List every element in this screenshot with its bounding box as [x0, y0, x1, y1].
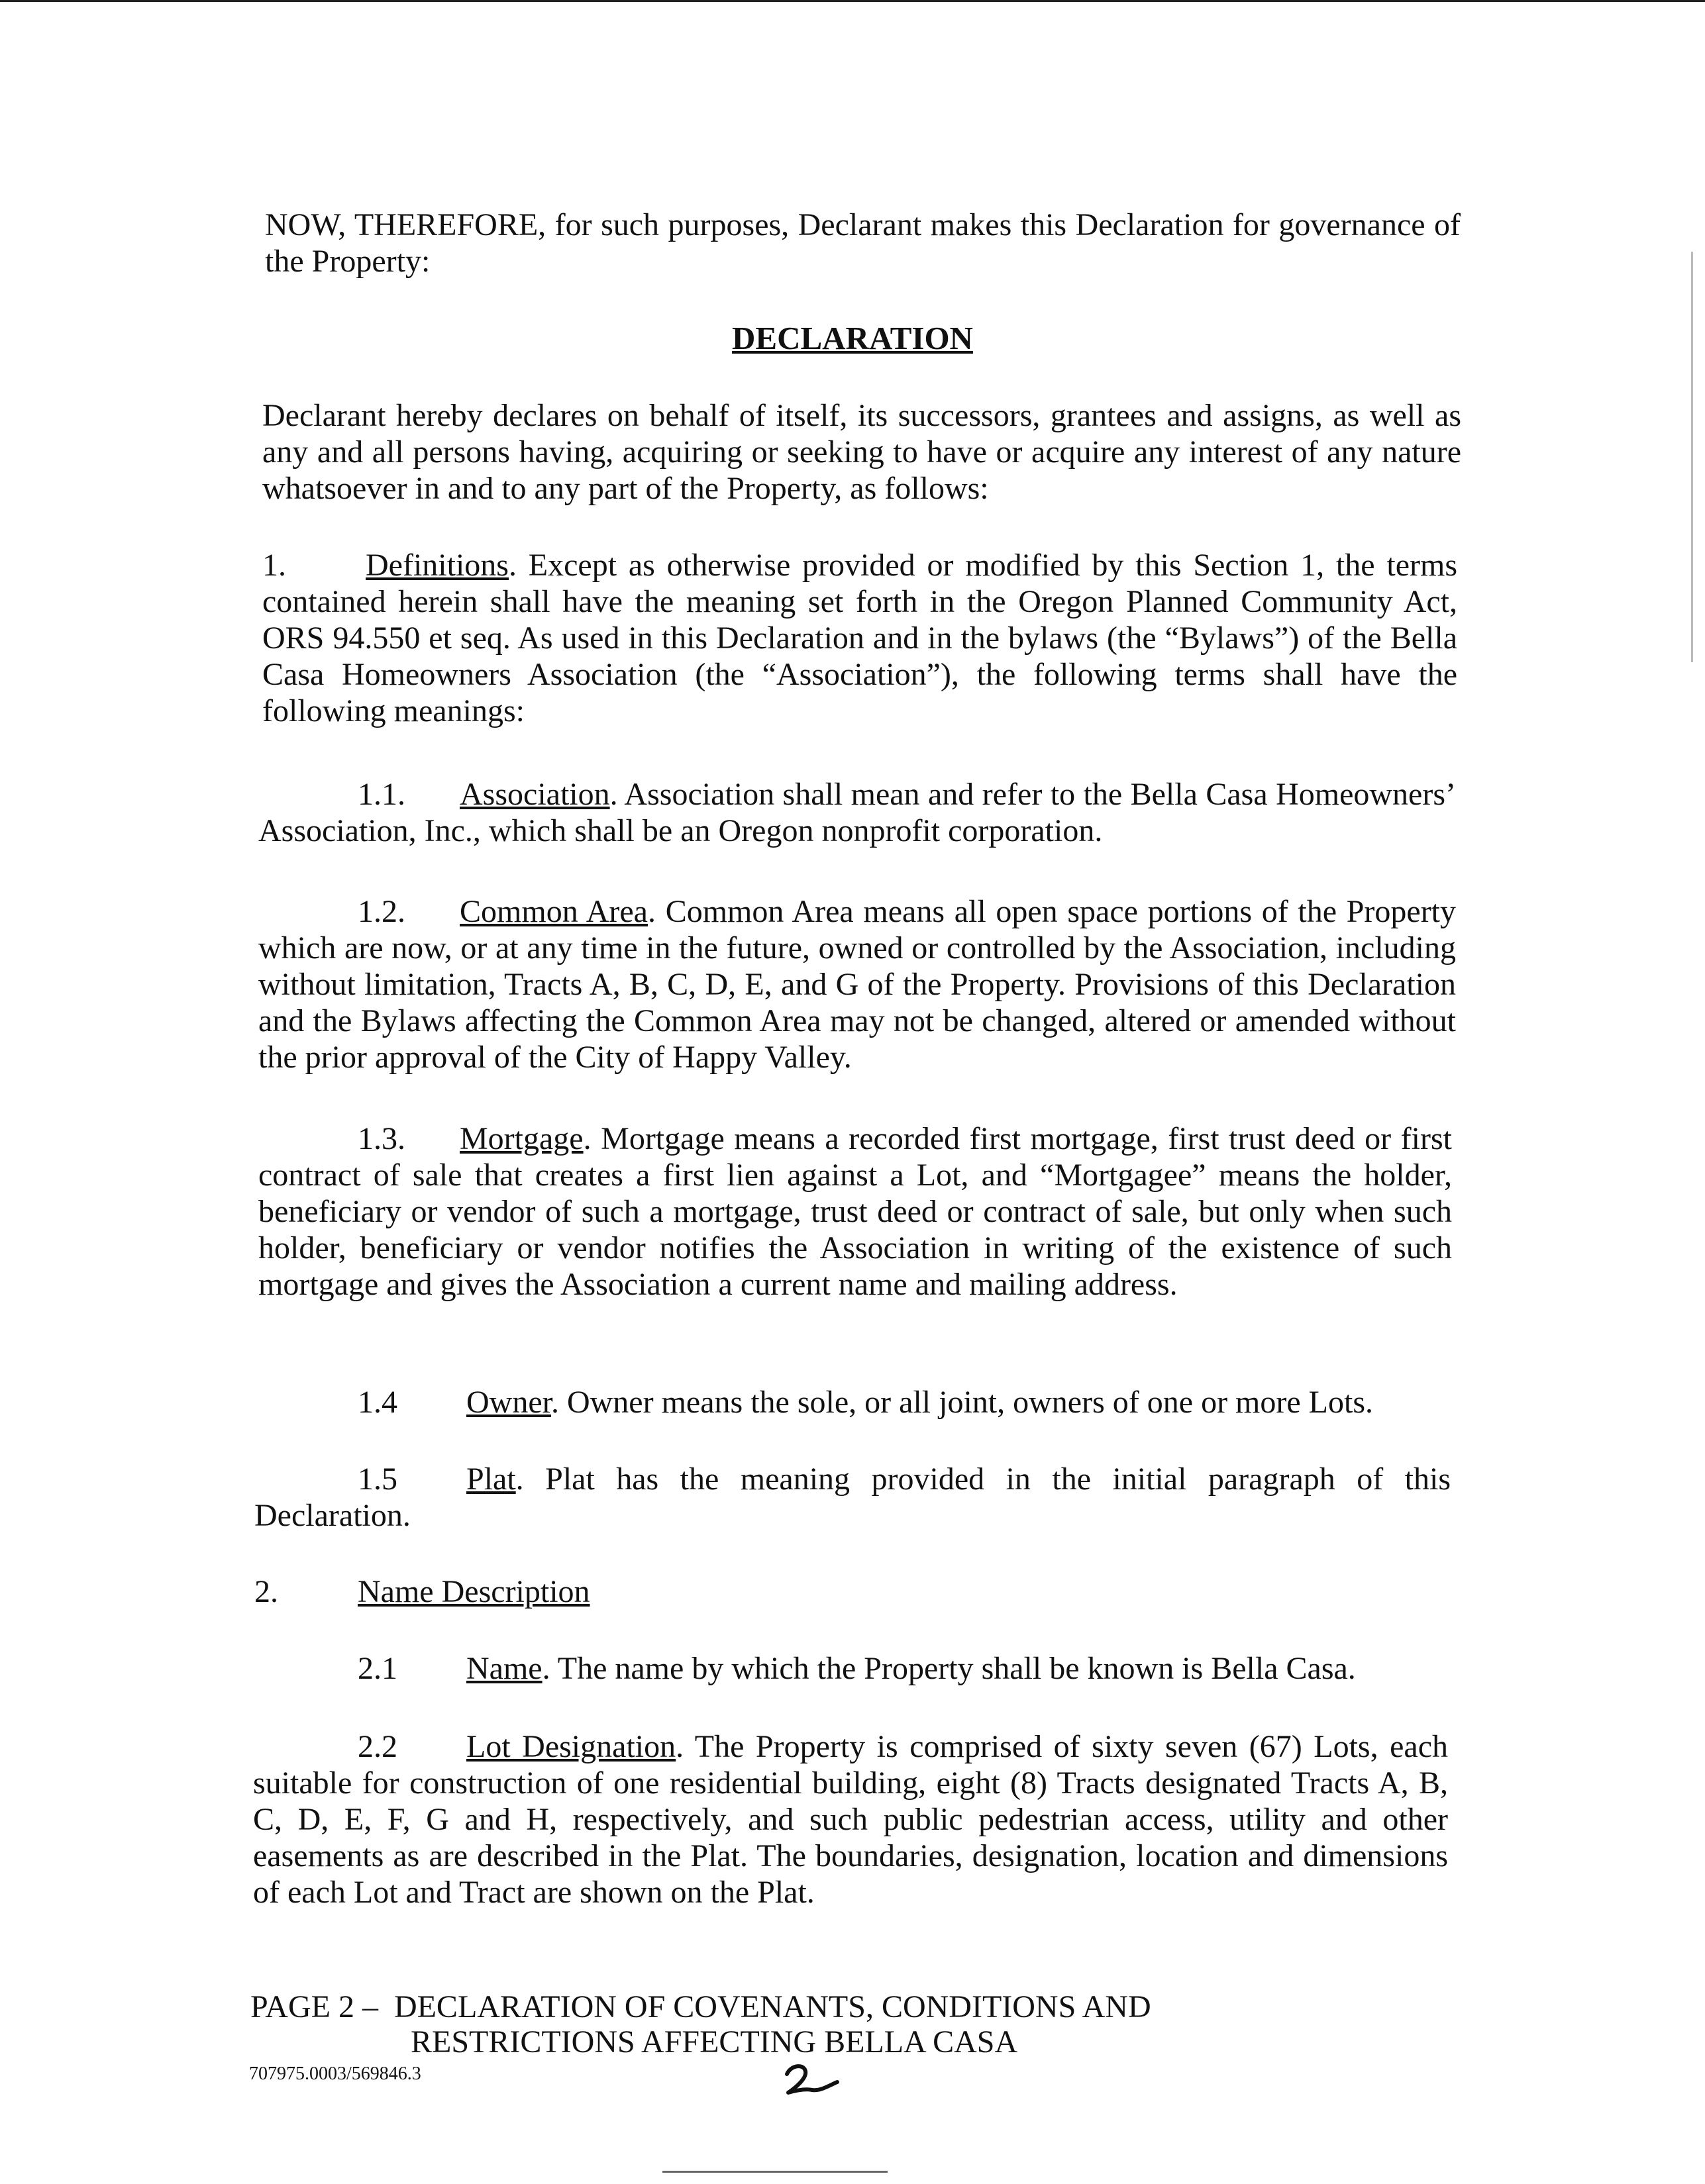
subsection-number: 1.1.	[358, 777, 405, 812]
subsection-2-1	[358, 1650, 1471, 1687]
subsection-text: . The Property is comprised of sixty seven (67) Lots, each suitable for construction of one residential building, eight (8) Tracts designated Tracts A, B, C, D, E, F, G and H, respectively, and such public pedestrian access, utility and other easements as are described in the Plat. The boundaries, designation, location and dimensions of each Lot and Tract are shown on the Plat.	[253, 1729, 1448, 1910]
subsection-2-2	[253, 1728, 1448, 1911]
subsection-1-2	[258, 893, 1456, 1075]
section-number: 1.	[262, 548, 286, 583]
handwritten-page-number	[782, 2061, 841, 2101]
section-2	[254, 1573, 1182, 1610]
subsection-title: Lot Designation	[466, 1729, 676, 1764]
subsection-text: . Plat has the meaning provided in the initial paragraph of this Declaration.	[254, 1462, 1451, 1533]
subsection-number: 1.4	[358, 1385, 397, 1420]
subsection-text: . Association shall mean and refer to the Bella Casa Homeowners’ Association, Inc., which shall be an Oregon nonprofit corporation.	[258, 777, 1456, 848]
declaration-paragraph: Declarant hereby declares on behalf of itself, its successors, grantees and assigns, as well as any and all persons having, acquiring or seeking to have or acquire any interest of any nature whatsoever in and to any part of the Property, as follows:	[262, 398, 1461, 506]
scan-edge-right	[1691, 252, 1693, 662]
subsection-title: Owner	[466, 1385, 551, 1420]
scan-edge-top	[0, 0, 1705, 2]
subsection-number: 1.3.	[358, 1121, 405, 1156]
footer-doc-code: 707975.0003/569846.3	[249, 2063, 421, 2084]
subsection-title: Name	[466, 1651, 542, 1686]
footer-title-line-2: RESTRICTIONS AFFECTING BELLA CASA	[411, 2024, 1018, 2060]
subsection-1-5	[254, 1461, 1451, 1534]
subsection-1-3	[258, 1120, 1452, 1303]
subsection-number: 2.1	[358, 1651, 397, 1686]
declaration-heading: DECLARATION	[732, 320, 973, 356]
subsection-number: 1.5	[358, 1462, 397, 1497]
subsection-1-4	[358, 1384, 1471, 1420]
intro-paragraph: NOW, THEREFORE, for such purposes, Declarant makes this Declaration for governance of the Property:	[265, 207, 1461, 279]
subsection-1-1	[258, 776, 1456, 849]
section-1	[262, 547, 1457, 729]
footer-title-line-1: DECLARATION OF COVENANTS, CONDITIONS AND	[393, 1989, 1151, 2024]
footer-page-label: PAGE 2 –	[250, 1989, 378, 2024]
footer-line-1	[250, 1990, 1151, 2024]
subsection-title: Association	[460, 777, 610, 812]
subsection-title: Plat	[466, 1462, 516, 1497]
section-text: . Except as otherwise provided or modified by this Section 1, the terms contained herein shall have the meaning set forth in the Oregon Planned Community Act, ORS 94.550 et seq. As used in this Declaration and in the bylaws (the “Bylaws”) of the Bella Casa Homeowners Association (the “Association”), the following terms shall have the following meanings:	[262, 548, 1457, 728]
subsection-text: . Mortgage means a recorded first mortgage, first trust deed or first contract of sale that creates a first lien against a Lot, and “Mortgagee” means the holder, beneficiary or vendor of such a mortgage, trust deed or contract of sale, but only when such holder, beneficiary or vendor notifies the Association in writing of the existence of such mortgage and gives the Association a current name and mailing address.	[258, 1121, 1452, 1302]
section-number: 2.	[254, 1574, 278, 1609]
subsection-text: . The name by which the Property shall be known is Bella Casa.	[542, 1651, 1356, 1686]
section-title: Name Description	[358, 1574, 590, 1609]
scan-edge-bottom	[662, 2171, 888, 2173]
section-title: Definitions	[366, 548, 509, 583]
subsection-title: Mortgage	[460, 1121, 584, 1156]
subsection-text: . Owner means the sole, or all joint, owners of one or more Lots.	[550, 1385, 1374, 1420]
subsection-number: 2.2	[358, 1729, 397, 1764]
subsection-number: 1.2.	[358, 894, 405, 929]
subsection-text: . Common Area means all open space portions of the Property which are now, or at any time in the future, owned or controlled by the Association, including without limitation, Tracts A, B, C, D, E, and G of the Property. Provisions of this Declaration and the Bylaws affecting the Common Area may not be changed, altered or amended without the prior approval of the City of Happy Valley.	[258, 894, 1457, 1075]
subsection-title: Common Area	[460, 894, 648, 929]
